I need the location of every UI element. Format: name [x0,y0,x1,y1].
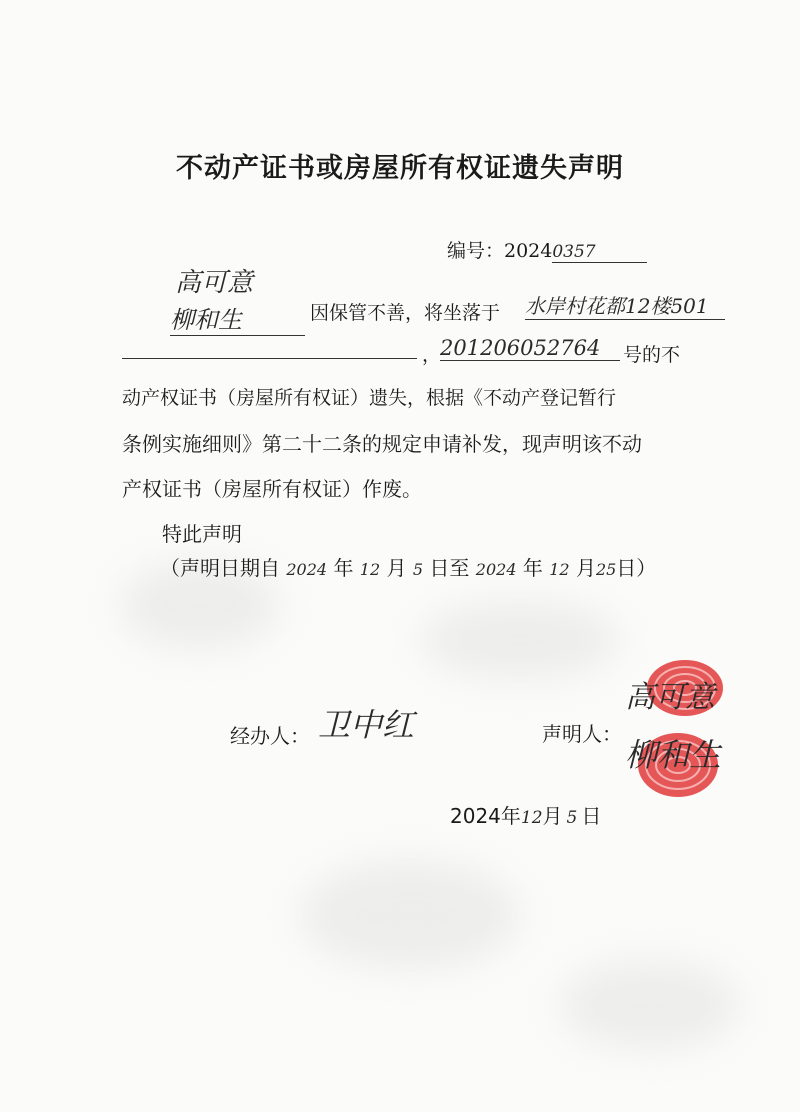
line-1-text: 因保管不善，将坐落于 [310,302,501,324]
certificate-number: 201206052764 [440,336,620,361]
paragraph-line-2: 条例实施细则》第二十二条的规定申请补发，现声明该不动 [122,432,642,456]
date-month-char: 月 [542,804,563,828]
period-month-2: 月 [575,556,596,580]
handler-label: 经办人： [230,724,310,748]
applicant-name-1: 高可意 [175,268,254,298]
number-label: 编号：2024 [447,240,553,262]
declarant-label: 声明人： [542,722,622,746]
period-open: （声明日期自 [160,556,280,580]
document-title: 不动产证书或房屋所有权证遗失声明 [176,153,624,184]
handler-signature: 卫中红 [318,706,415,744]
declarant-signature-2: 柳和生 [625,736,722,774]
date-month: 12 [520,808,543,828]
declarant-signature-1: 高可意 [625,680,715,715]
address-value: 水岸村花都12楼501 [525,290,725,320]
period-year-2: 年 [522,556,543,580]
applicant-name-2: 柳和生 [170,300,305,336]
date-day: 5 [566,808,578,828]
period-start-month: 12 [359,560,381,579]
date-year: 2024 [450,804,501,828]
period-line [160,552,656,581]
declaration-text: 特此声明 [162,522,242,546]
period-start-day: 5 [412,560,424,579]
blank-underline [122,358,417,359]
paper-stain [300,860,520,970]
paragraph-line-3: 产权证书（房屋所有权证）作废。 [122,477,422,501]
document-date [450,800,601,829]
date-day-char: 日 [581,804,602,828]
period-end-month: 12 [549,560,570,579]
period-close: 日） [616,556,657,580]
period-end-day: 25 [595,560,617,579]
paragraph-line-1: 动产权证书（房屋所有权证）遗失，根据《不动产登记暂行 [122,387,617,409]
comma: ， [422,344,442,366]
document-number [447,236,647,263]
date-year-char: 年 [500,804,521,828]
paper-stain [420,600,620,680]
period-year-1: 年 [333,556,354,580]
period-month-1: 月 [386,556,407,580]
paper-stain [560,960,740,1050]
line-2-suffix: 号的不 [623,344,681,366]
period-start-year: 2024 [286,560,328,579]
number-value: 0357 [552,242,647,263]
period-day-to: 日至 [429,556,470,580]
period-end-year: 2024 [475,560,517,579]
